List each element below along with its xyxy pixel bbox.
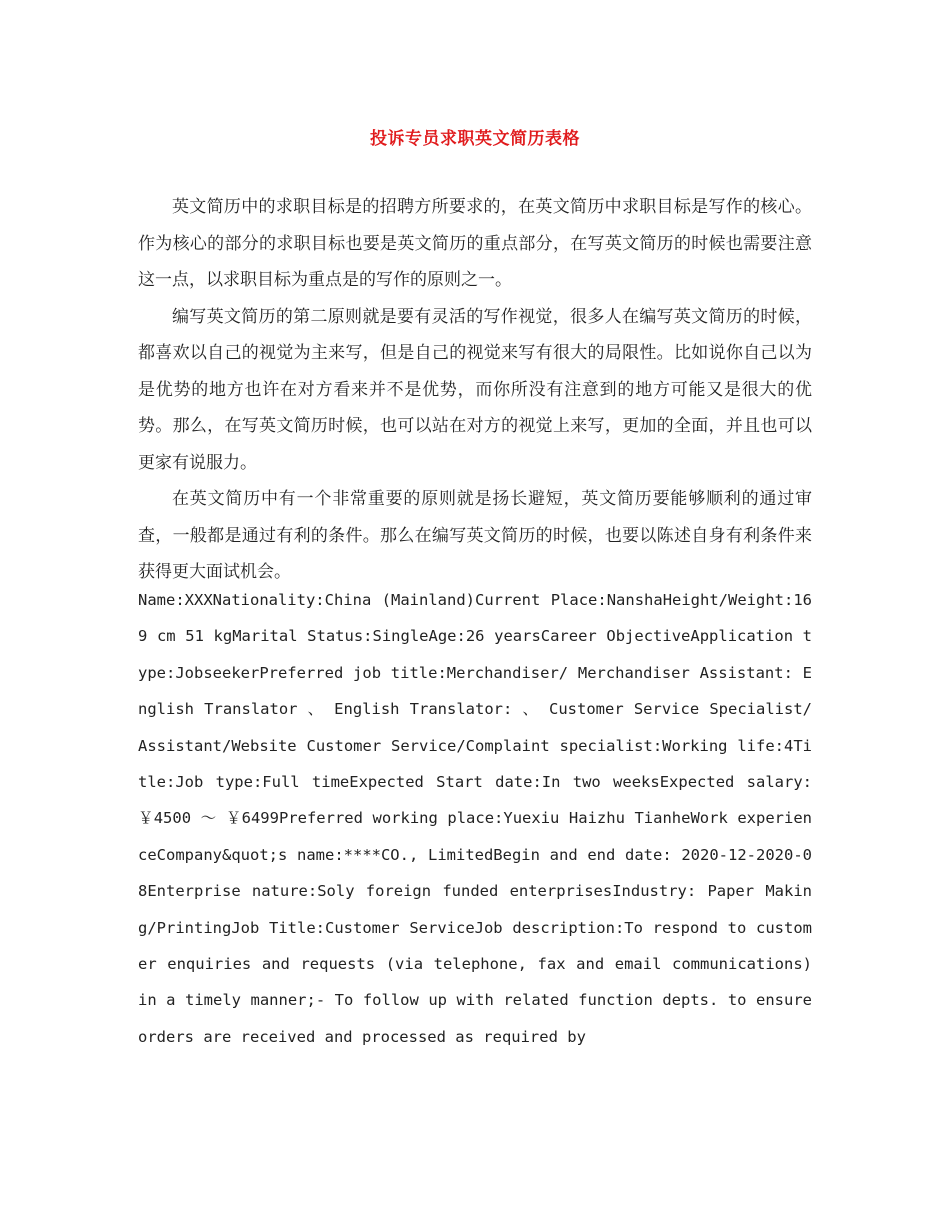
document-title: 投诉专员求职英文简历表格: [370, 129, 580, 149]
paragraph-2: 编写英文简历的第二原则就是要有灵活的写作视觉，很多人在编写英文简历的时候，都喜欢以自己的视觉为主来写，但是自己的视觉来写有很大的局限性。比如说你自己以为是优势的地方也许在对方看来并不是优势，而你所没有注意到的地方可能又是很大的优势。那么，在写英文简历时候，也可以站在对方的视觉上来写，更加的全面，并且也可以更家有说服力。: [138, 306, 812, 473]
paragraph-3: 在英文简历中有一个非常重要的原则就是扬长避短，英文简历要能够顺利的通过审查，一般都是通过有利的条件。那么在编写英文简历的时候，也要以陈述自身有利条件来获得更大面试机会。: [138, 489, 812, 582]
paragraph-1: 英文简历中的求职目标是的招聘方所要求的，在英文简历中求职目标是写作的核心。作为核心的部分的求职目标也要是英文简历的重点部分，在写英文简历的时候也需要注意这一点，以求职目标为重点是的写作的原则之一。: [138, 197, 812, 290]
intro-text: [138, 189, 812, 591]
resume-details: Name:XXXNationality:China (Mainland)Current Place:NanshaHeight/Weight:169 cm 51 kgMarital Status:SingleAge:26 yearsCareer ObjectiveApplication type:JobseekerPreferred job title:Merchandiser/ Merchandiser Assistant: English Translator 、 English Translator: 、 Customer Service Specialist/Assistant/Website Customer Service/Complaint specialist:Working life:4Title:Job type:Full timeExpected Start date:In two weeksExpected salary: ￥4500 ～ ￥6499Preferred working place:Yuexiu Haizhu TianheWork experienceCompany&quot;s name:****CO., LimitedBegin and end date: 2020-12-2020-08Enterprise nature:Soly foreign funded enterprisesIndustry: Paper Making/PrintingJob Title:Customer ServiceJob description:To respond to customer enquiries and requests (via telephone, fax and email communications) in a timely manner;- To follow up with related function depts. to ensure orders are received and processed as required by: [138, 591, 812, 1046]
